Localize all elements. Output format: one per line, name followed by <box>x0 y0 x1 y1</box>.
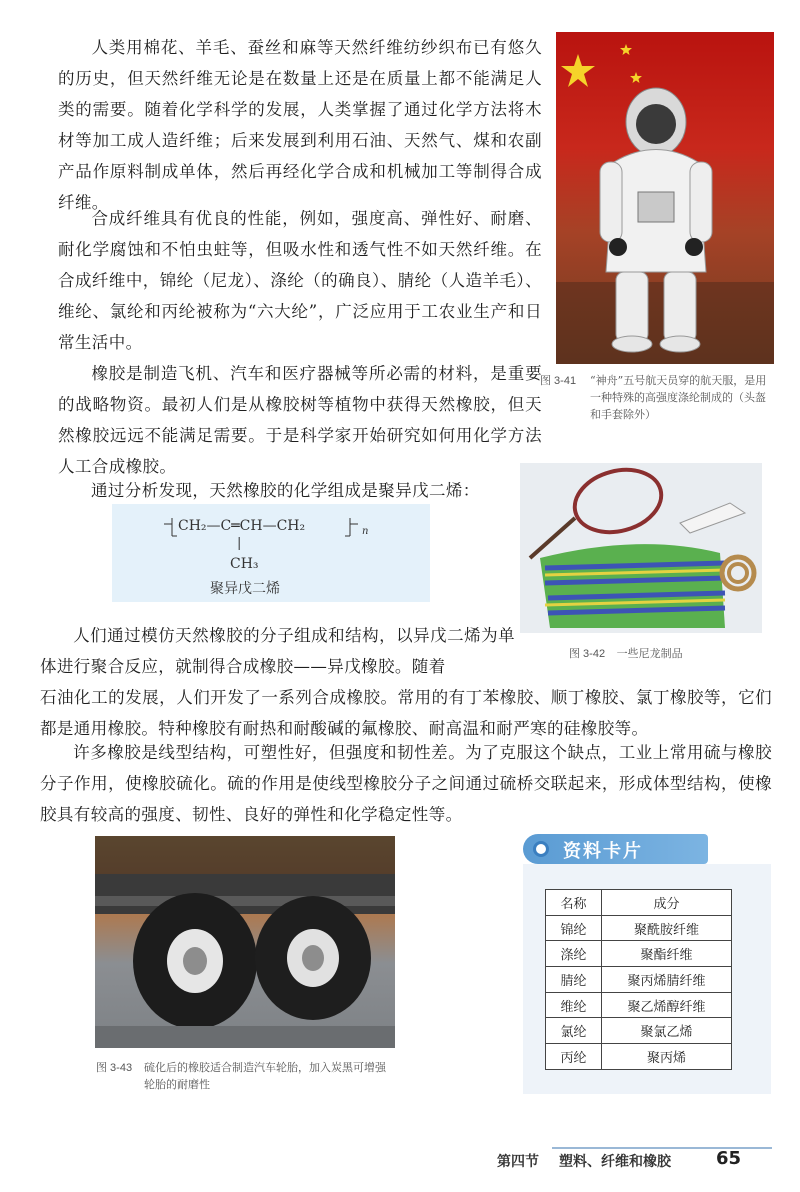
figure-caption-3-41 <box>540 372 778 421</box>
table-row <box>546 992 732 1018</box>
table-cell: 丙纶 <box>546 1044 602 1070</box>
table-cell: 聚酯纤维 <box>602 941 732 967</box>
figure-caption-text: 一些尼龙制品 <box>616 647 683 660</box>
table-row <box>546 941 732 967</box>
figure-caption-text: “神舟”五号航天员穿的航天服，是用一种特殊的高强度涤纶制成的（头盔和手套除外） <box>590 374 767 421</box>
table-cell: 腈纶 <box>546 967 602 993</box>
tires-illustration <box>95 836 395 1048</box>
info-card-title: 资料卡片 <box>563 841 643 862</box>
paragraph-vulcanization <box>40 737 772 830</box>
paragraph-rubber <box>58 358 542 482</box>
paragraph-synthetic-rubber-cont <box>40 682 772 744</box>
table-header-row <box>546 890 732 916</box>
paragraph-text: 许多橡胶是线型结构，可塑性好，但强度和韧性差。为了克服这个缺点，工业上常用硫与橡胶分子作用，使橡胶硫化。硫的作用是使线型橡胶分子之间通过硫桥交联起来，形成体型结构，使橡胶具有较高的强度、韧性、良好的弹性和化学稳定性等。 <box>40 743 772 824</box>
table-header-cell: 名称 <box>546 890 602 916</box>
paragraph-synthetic-rubber-start <box>40 620 515 682</box>
table-cell: 涤纶 <box>546 941 602 967</box>
figure-caption-text: 硫化后的橡胶适合制造汽车轮胎，加入炭黑可增强轮胎的耐磨性 <box>144 1061 386 1091</box>
figure-caption-3-42 <box>569 645 683 663</box>
formula-branch-bond: | <box>237 536 242 551</box>
table-header-cell: 成分 <box>602 890 732 916</box>
paragraph-text: 合成纤维具有优良的性能，例如，强度高、弹性好、耐磨、耐化学腐蚀和不怕虫蛀等，但吸水性和透气性不如天然纤维。在合成纤维中，锦纶（尼龙）、涤纶（的确良）、腈纶（人造羊毛）、维纶、氯纶和丙纶被称为“六大纶”，广泛应用于工农业生产和日常生活中。 <box>58 209 542 352</box>
paragraph-text: 石油化工的发展，人们开发了一系列合成橡胶。常用的有丁苯橡胶、顺丁橡胶、氯丁橡胶等，它们都是通用橡胶。特种橡胶有耐热和耐酸碱的氟橡胶、耐高温和耐严寒的硅橡胶等。 <box>40 688 772 738</box>
paragraph-text: 橡胶是制造飞机、汽车和医疗器械等所必需的材料，是重要的战略物资。最初人们是从橡胶树等植物中获得天然橡胶，但天然橡胶远远不能满足需要。于是科学家开始研究如何用化学方法人工合成橡胶。 <box>58 364 542 476</box>
table-cell: 聚酰胺纤维 <box>602 915 732 941</box>
truck-tires-photo <box>95 836 395 1048</box>
figure-caption-3-43 <box>96 1059 396 1091</box>
formula-main: CH₂—C═CH—CH₂ <box>178 518 306 534</box>
formula-name: 聚异戊二烯 <box>210 581 280 597</box>
table-row <box>546 967 732 993</box>
footer-title: 塑料、纤维和橡胶 <box>559 1154 671 1170</box>
astronaut-photo <box>556 32 774 364</box>
figure-number: 图 3-41 <box>540 375 577 387</box>
table-cell: 氯纶 <box>546 1018 602 1044</box>
paragraph-natural-fibers <box>58 32 542 218</box>
info-card-header <box>523 834 708 864</box>
astronaut-illustration <box>556 32 774 364</box>
table-row <box>546 1018 732 1044</box>
table-cell: 聚乙烯醇纤维 <box>602 992 732 1018</box>
table-cell: 聚氯乙烯 <box>602 1018 732 1044</box>
bullet-icon <box>533 841 549 857</box>
paragraph-text: 人类用棉花、羊毛、蚕丝和麻等天然纤维纺纱织布已有悠久的历史，但天然纤维无论是在数量上还是在质量上都不能满足人类的需要。随着化学科学的发展，人类掌握了通过化学方法将木材等加工成人造纤维；后来发展到利用石油、天然气、煤和农副产品作原料制成单体，然后再经化学合成和机械加工等制得合成纤维。 <box>58 38 542 212</box>
table-row <box>546 1044 732 1070</box>
formula-subscript-n: n <box>362 526 369 537</box>
figure-number: 图 3-43 <box>96 1062 133 1074</box>
formula-branch: CH₃ <box>230 556 259 572</box>
paragraph-text: 人们通过模仿天然橡胶的分子组成和结构，以异戊二烯为单体进行聚合反应，就制得合成橡胶——异戊橡胶。随着 <box>40 626 515 676</box>
formula-box <box>112 504 430 602</box>
table-row <box>546 915 732 941</box>
paragraph-text: 通过分析发现，天然橡胶的化学组成是聚异戊二烯： <box>91 481 480 500</box>
nylon-products-photo <box>520 463 762 633</box>
nylon-illustration <box>520 463 762 633</box>
paragraph-analysis <box>58 475 518 506</box>
fiber-composition-table <box>545 889 732 1070</box>
table-cell: 锦纶 <box>546 915 602 941</box>
table-cell: 聚丙烯 <box>602 1044 732 1070</box>
footer-section: 第四节 <box>497 1154 539 1170</box>
page-number: 65 <box>716 1148 742 1169</box>
table-cell: 维纶 <box>546 992 602 1018</box>
table-cell: 聚丙烯腈纤维 <box>602 967 732 993</box>
figure-number: 图 3-42 <box>569 648 606 660</box>
paragraph-synthetic-fibers <box>58 203 542 358</box>
